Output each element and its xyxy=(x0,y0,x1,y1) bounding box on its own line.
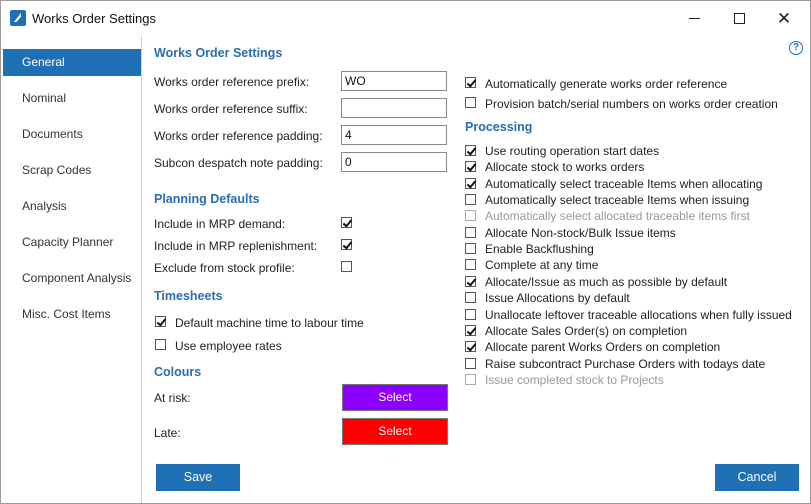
subcon-padding-input[interactable] xyxy=(341,152,447,172)
mrp-replenishment-checkbox[interactable] xyxy=(341,239,352,250)
processing-option-label: Allocate stock to works orders xyxy=(485,160,645,174)
machine-time-label: Default machine time to labour time xyxy=(175,316,364,330)
sidebar-item-component-analysis[interactable]: Component Analysis xyxy=(22,271,132,285)
processing-option-checkbox[interactable] xyxy=(465,161,476,172)
late-colour-button[interactable]: Select xyxy=(342,418,448,445)
sidebar-item-documents[interactable]: Documents xyxy=(22,127,83,141)
processing-option-label: Allocate Non-stock/Bulk Issue items xyxy=(485,226,676,240)
processing-option-checkbox xyxy=(465,374,476,385)
exclude-stock-profile-label: Exclude from stock profile: xyxy=(154,261,295,275)
padding-label: Works order reference padding: xyxy=(154,129,323,143)
employee-rates-checkbox[interactable] xyxy=(155,339,166,350)
processing-option-checkbox[interactable] xyxy=(465,259,476,270)
processing-option-checkbox[interactable] xyxy=(465,194,476,205)
processing-option-checkbox[interactable] xyxy=(465,325,476,336)
sidebar-item-analysis[interactable]: Analysis xyxy=(22,199,67,213)
at-risk-colour-button[interactable]: Select xyxy=(342,384,448,411)
help-icon[interactable]: ? xyxy=(789,41,803,55)
minimize-icon xyxy=(689,18,700,19)
padding-input[interactable] xyxy=(341,125,447,145)
processing-option-label: Enable Backflushing xyxy=(485,242,594,256)
at-risk-label: At risk: xyxy=(154,391,191,405)
processing-option-checkbox[interactable] xyxy=(465,227,476,238)
save-button[interactable]: Save xyxy=(156,464,240,491)
auto-generate-reference-label: Automatically generate works order reference xyxy=(485,77,728,91)
colours-heading: Colours xyxy=(154,365,202,379)
app-logo-icon xyxy=(10,10,26,26)
sidebar-item-nominal[interactable]: Nominal xyxy=(22,91,67,105)
sidebar-item-capacity-planner[interactable]: Capacity Planner xyxy=(22,235,114,249)
close-icon: ✕ xyxy=(776,8,792,28)
processing-option-label: Complete at any time xyxy=(485,258,599,272)
employee-rates-label: Use employee rates xyxy=(175,339,282,353)
sidebar-item-general[interactable]: General xyxy=(3,49,141,76)
window-title: Works Order Settings xyxy=(32,11,157,26)
planning-defaults-heading: Planning Defaults xyxy=(154,192,260,206)
processing-option-label: Allocate/Issue as much as possible by default xyxy=(485,275,728,289)
works-order-settings-heading: Works Order Settings xyxy=(154,46,283,60)
close-button[interactable] xyxy=(767,6,801,30)
sidebar-item-scrap-codes[interactable]: Scrap Codes xyxy=(22,163,92,177)
suffix-input[interactable] xyxy=(341,98,447,118)
processing-option-checkbox[interactable] xyxy=(465,292,476,303)
processing-option-checkbox[interactable] xyxy=(465,358,476,369)
late-label: Late: xyxy=(154,426,181,440)
processing-heading: Processing xyxy=(465,120,533,134)
maximize-icon xyxy=(734,13,745,24)
processing-option-checkbox[interactable] xyxy=(465,309,476,320)
processing-option-checkbox[interactable] xyxy=(465,276,476,287)
title-bar xyxy=(1,1,810,35)
processing-option-label: Allocate parent Works Orders on completion xyxy=(485,340,721,354)
processing-option-label: Raise subcontract Purchase Orders with todays date xyxy=(485,357,766,371)
sidebar xyxy=(1,35,142,503)
processing-option-label: Unallocate leftover traceable allocations when fully issued xyxy=(485,308,792,322)
subcon-padding-label: Subcon despatch note padding: xyxy=(154,156,323,170)
processing-option-label: Issue Allocations by default xyxy=(485,291,630,305)
processing-option-checkbox[interactable] xyxy=(465,341,476,352)
suffix-label: Works order reference suffix: xyxy=(154,102,308,116)
provision-batch-serial-label: Provision batch/serial numbers on works order creation xyxy=(485,97,778,111)
mrp-demand-label: Include in MRP demand: xyxy=(154,217,286,231)
processing-option-label: Automatically select traceable Items when issuing xyxy=(485,193,750,207)
processing-option-label: Automatically select allocated traceable items first xyxy=(485,209,750,223)
provision-batch-serial-checkbox[interactable] xyxy=(465,97,476,108)
processing-option-checkbox[interactable] xyxy=(465,178,476,189)
processing-option-checkbox[interactable] xyxy=(465,145,476,156)
prefix-input[interactable] xyxy=(341,71,447,91)
processing-option-label: Allocate Sales Order(s) on completion xyxy=(485,324,688,338)
exclude-stock-profile-checkbox[interactable] xyxy=(341,261,352,272)
processing-option-label: Issue completed stock to Projects xyxy=(485,373,664,387)
cancel-button[interactable]: Cancel xyxy=(715,464,799,491)
processing-option-label: Use routing operation start dates xyxy=(485,144,660,158)
prefix-label: Works order reference prefix: xyxy=(154,75,310,89)
mrp-demand-checkbox[interactable] xyxy=(341,217,352,228)
auto-generate-reference-checkbox[interactable] xyxy=(465,77,476,88)
mrp-replenishment-label: Include in MRP replenishment: xyxy=(154,239,318,253)
processing-option-checkbox[interactable] xyxy=(465,243,476,254)
processing-option-label: Automatically select traceable Items when allocating xyxy=(485,177,763,191)
sidebar-item-misc-cost-items[interactable]: Misc. Cost Items xyxy=(22,307,111,321)
machine-time-checkbox[interactable] xyxy=(155,316,166,327)
minimize-button[interactable] xyxy=(677,6,711,30)
timesheets-heading: Timesheets xyxy=(154,289,223,303)
maximize-button[interactable] xyxy=(722,6,756,30)
processing-option-checkbox xyxy=(465,210,476,221)
